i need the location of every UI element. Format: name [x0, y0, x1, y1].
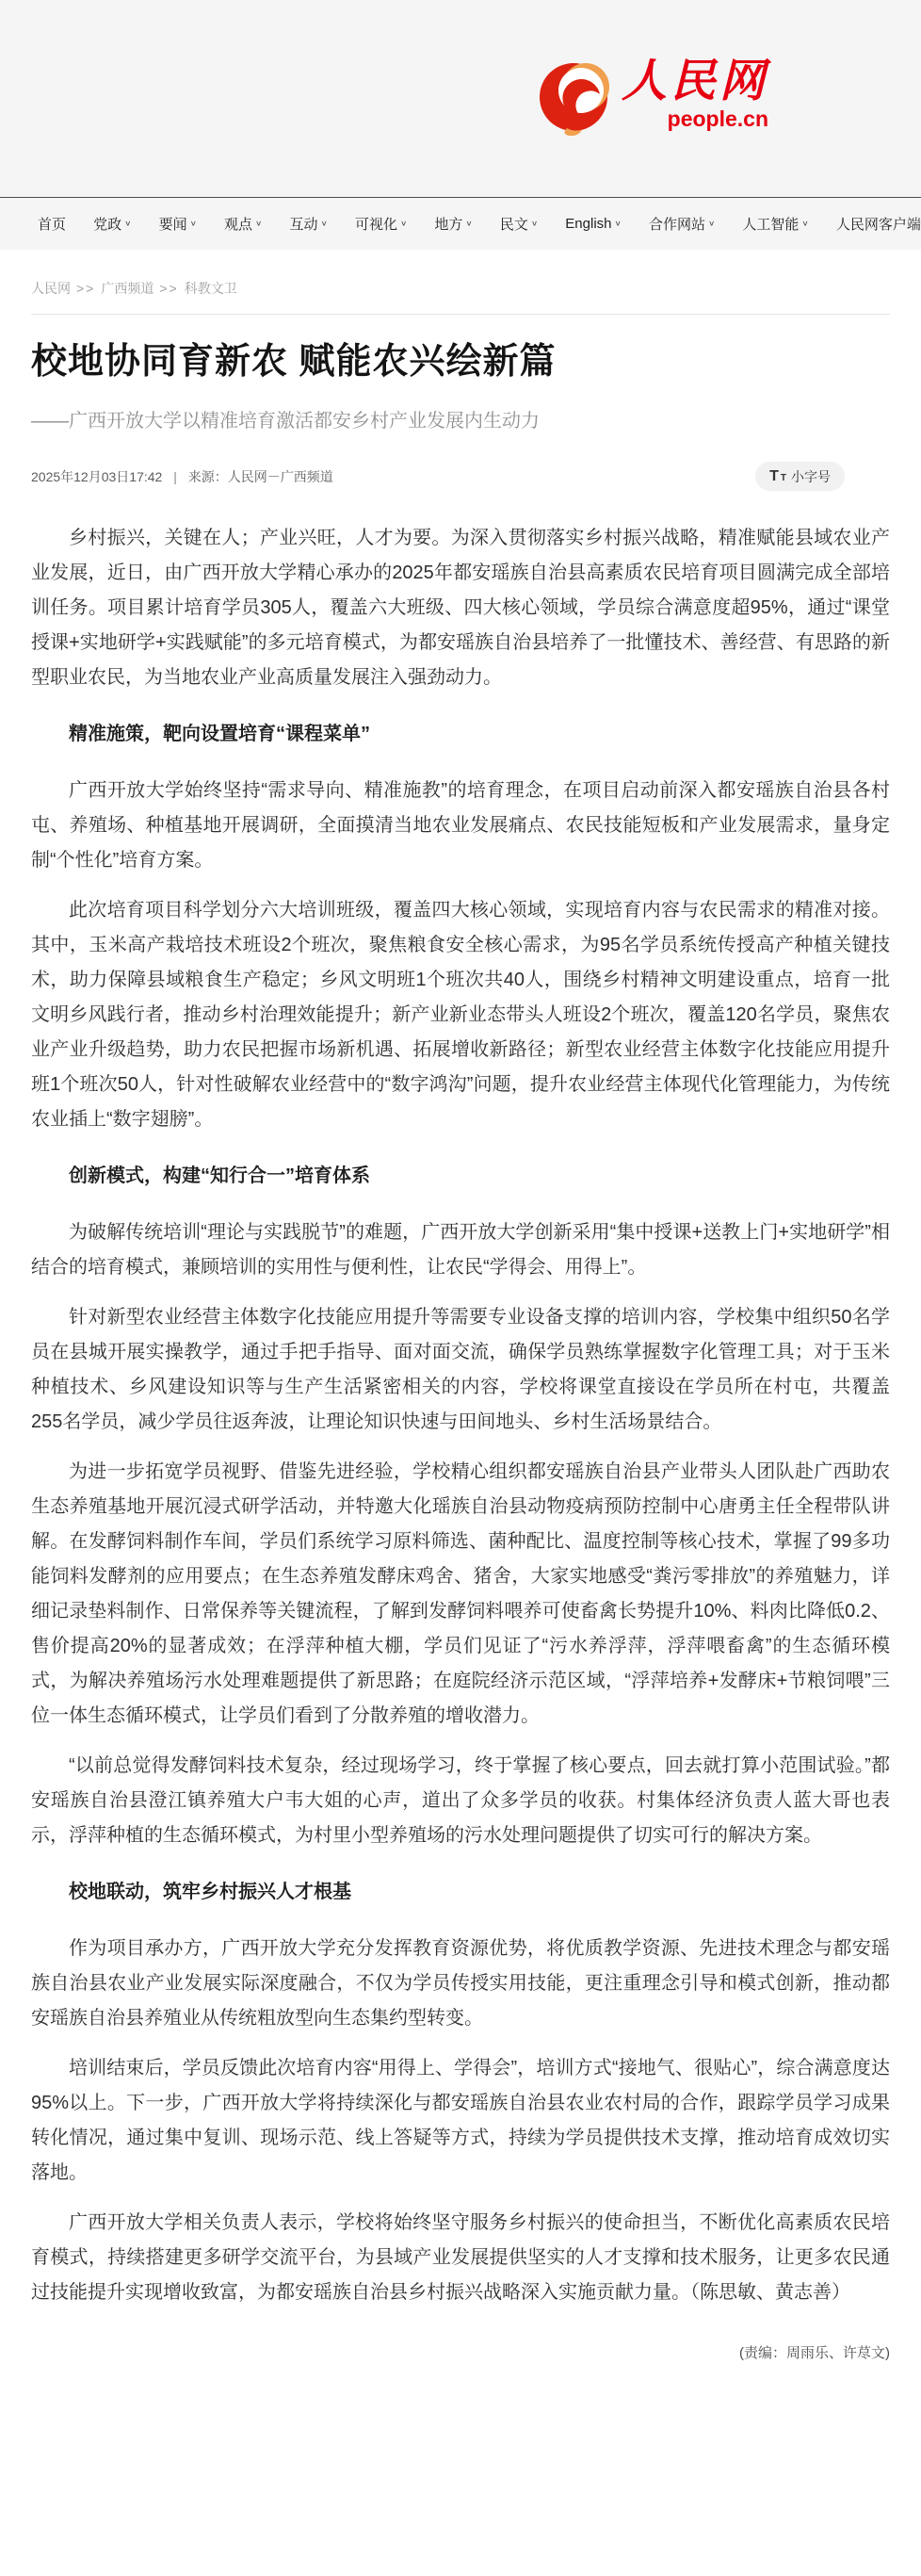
article-paragraph: “以前总觉得发酵饲料技术复杂，经过现场学习，终于掌握了核心要点，回去就打算小范围试验。”都安瑶族自治县澄江镇养殖大户韦大姐的心声，道出了众多学员的收获。村集体经济负责人蓝大哥也表示，浮萍种植的生态循环模式，为村里小型养殖场的污水处理问题提供了切实可行的解决方案。 — [31, 1755, 890, 1846]
article-paragraph: 乡村振兴，关键在人；产业兴旺，人才为要。为深入贯彻落实乡村振兴战略，精准赋能县域农业产业发展，近日，由广西开放大学精心承办的2025年都安瑶族自治县高素质农民培育项目圆满完成全部培训任务。项目累计培育学员305人，覆盖六大班级、四大核心领域，学员综合满意度超95%，通过“课堂授课+实地研学+实践赋能”的多元培育模式，为都安瑶族自治县培养了一批懂技术、善经营、有思路的新型职业农民，为当地农业产业高质量发展注入强劲动力。 — [31, 528, 890, 688]
article-paragraph: 此次培育项目科学划分六大培训班级，覆盖四大核心领域，实现培育内容与农民需求的精准对接。其中，玉米高产栽培技术班设2个班次，聚焦粮食安全核心需求，为95名学员系统传授高产种植关键技术，助力保障县域粮食生产稳定；乡风文明班1个班次共40人，围绕乡村精神文明建设重点，培育一批文明乡风践行者，推动乡村治理效能提升；新产业新业态带头人班设2个班次，覆盖120名学员，聚焦农业产业升级趋势，助力农民把握市场新机遇、拓展增收新路径；新型农业经营主体数字化技能应用提升班1个班次50人，针对性破解农业经营中的“数字鸿沟”问题，提升农业经营主体现代化管理能力，为传统农业插上“数字翅膀”。 — [31, 900, 890, 1130]
breadcrumb — [31, 279, 890, 298]
breadcrumb-current: 科教文卫 — [184, 281, 237, 296]
article-paragraph: 为破解传统培训“理论与实践脱节”的难题，广西开放大学创新采用“集中授课+送教上门+实地研学”相结合的培育模式，兼顾培训的实用性与便利性，让农民“学得会、用得上”。 — [31, 1222, 890, 1278]
article-paragraph: 培训结束后，学员反馈此次培育内容“用得上、学得会”，培训方式“接地气、很贴心”，综合满意度达95%以上。下一步，广西开放大学将持续深化与都安瑶族自治县农业农村局的合作，跟踪学员学习成果转化情况，通过集中复训、现场示范、线上答疑等方式，持续为学员提供技术支撑，推动培育成效切实落地。 — [31, 2058, 890, 2183]
chevron-down-icon: ∨ — [124, 220, 132, 228]
nav-item-label: 地方 — [434, 217, 463, 233]
nav-item-label: 人工智能 — [742, 217, 800, 233]
nav-item-difang[interactable] — [434, 214, 472, 234]
chevron-down-icon: ∨ — [189, 220, 197, 228]
article-subtitle: ——广西开放大学以精准培育激活都安乡村产业发展内生动力 — [31, 411, 540, 432]
nav-item-home[interactable] — [38, 214, 66, 234]
source-link[interactable]: 人民网－广西频道 — [227, 468, 333, 484]
logo-text — [622, 59, 768, 131]
editors-note: (责编：周雨乐、许荩文) — [739, 2345, 890, 2361]
font-size-label: 小字号 — [791, 468, 831, 484]
breadcrumb-separator: >> — [76, 281, 96, 296]
logo-cn-text: 人民网 — [622, 57, 769, 106]
site-header — [0, 0, 921, 250]
chevron-down-icon: ∨ — [530, 220, 539, 228]
meta-separator: | — [173, 468, 177, 484]
nav-item-label: 要闻 — [158, 217, 187, 233]
article-paragraph: 广西开放大学相关负责人表示，学校将始终坚守服务乡村振兴的使命担当，不断优化高素质农民培育模式，持续搭建更多研学交流平台，为县域产业发展提供坚实的人才支撑和技术服务，让更多农民通过技能提升实现增收致富，为都安瑶族自治县乡村振兴战略深入实施贡献力量。（陈思敏、黄志善） — [31, 2212, 890, 2303]
nav-item-label: 观点 — [224, 217, 253, 233]
chevron-down-icon: ∨ — [399, 220, 408, 228]
chevron-down-icon: ∨ — [614, 220, 622, 228]
article-paragraph: 针对新型农业经营主体数字化技能应用提升等需要专业设备支撑的培训内容，学校集中组织50名学员在县城开展实操教学，通过手把手指导、面对面交流，确保学员熟练掌握数字化管理工具；对于玉米种植技术、乡风建设知识等与生产生活紧密相关的内容，学校将课堂直接设在学员所在村屯，共覆盖255名学员，减少学员往返奔波，让理论知识快速与田间地头、乡村生活场景结合。 — [31, 1307, 890, 1432]
nav-item-label: 互动 — [289, 217, 318, 233]
logo-en-text: people.cn — [667, 106, 769, 131]
nav-item-english[interactable] — [565, 216, 622, 232]
nav-item-label: 首页 — [38, 217, 67, 233]
chevron-down-icon: ∨ — [255, 220, 263, 228]
breadcrumb-link-home[interactable]: 人民网 — [31, 281, 71, 296]
nav-item-rengong-zhineng[interactable] — [742, 214, 808, 234]
nav-item-keshihua[interactable] — [355, 214, 407, 234]
people-cn-logo-icon — [539, 55, 612, 136]
section-heading: 校地联动，筑牢乡村振兴人才根基 — [69, 1882, 351, 1902]
article-paragraph: 作为项目承办方，广西开放大学充分发挥教育资源优势，将优质教学资源、先进技术理念与都安瑶族自治县农业产业发展实际深度融合，不仅为学员传授实用技能，更注重理念引导和模式创新，推动都安瑶族自治县养殖业从传统粗放型向生态集约型转变。 — [31, 1938, 890, 2029]
nav-item-label: 可视化 — [354, 217, 397, 233]
nav-item-label: 人民网客户端 — [835, 217, 921, 233]
nav-item-hezuo-wangzhan[interactable] — [649, 214, 715, 234]
article-meta-left — [31, 467, 333, 486]
main-nav — [0, 197, 921, 250]
breadcrumb-divider — [31, 314, 890, 315]
chevron-down-icon: ∨ — [801, 220, 809, 228]
nav-item-hudong[interactable] — [289, 214, 327, 234]
breadcrumb-link-guangxi-channel[interactable]: 广西频道 — [101, 281, 154, 296]
nav-item-guandian[interactable] — [224, 214, 262, 234]
chevron-down-icon: ∨ — [707, 220, 716, 228]
nav-item-dangzheng[interactable] — [93, 214, 131, 234]
font-size-icon-small: T — [780, 472, 786, 483]
font-size-button[interactable] — [755, 462, 845, 491]
people-cn-logo[interactable] — [539, 55, 768, 136]
article-paragraph: 为进一步拓宽学员视野、借鉴先进经验，学校精心组织都安瑶族自治县产业带头人团队赴广西助农生态养殖基地开展沉浸式研学活动，并特邀大化瑶族自治县动物疫病预防控制中心唐勇主任全程带队讲解。在发酵饲料制作车间，学员们系统学习原料筛选、菌种配比、温度控制等核心技术，掌握了99多功能饲料发酵剂的应用要点；在生态养殖发酵床鸡舍、猪舍，大家实地感受“粪污零排放”的养殖魅力，详细记录垫料制作、日常保养等关键流程，了解到发酵饲料喂养可使畜禽长势提升10%、料肉比降低0.2、售价提高20%的显著成效；在浮萍种植大棚，学员们见证了“污水养浮萍，浮萍喂畜禽”的生态循环模式，为解决养殖场污水处理难题提供了新思路；在庭院经济示范区域，“浮萍培养+发酵床+节粮饲喂”三位一体生态循环模式，让学员们看到了分散养殖的增收潜力。 — [31, 1461, 890, 1726]
nav-item-label: English — [565, 216, 612, 232]
source-label: 来源： — [187, 468, 228, 484]
chevron-down-icon: ∨ — [320, 220, 328, 228]
article-meta — [31, 462, 890, 491]
nav-item-label: 党政 — [93, 217, 122, 233]
nav-item-label: 民文 — [499, 217, 528, 233]
nav-item-label: 合作网站 — [648, 217, 705, 233]
chevron-down-icon: ∨ — [465, 220, 473, 228]
publish-date: 2025年12月03日17:42 — [31, 468, 163, 484]
article-body — [31, 521, 890, 2310]
article-paragraph: 广西开放大学始终坚持“需求导向、精准施教”的培育理念，在项目启动前深入都安瑶族自治县各村屯、养殖场、种植基地开展调研，全面摸清当地农业发展痛点、农民技能短板和产业发展需求，量身定制“个性化”培育方案。 — [31, 780, 890, 871]
article-page — [0, 279, 921, 2362]
nav-item-kehuduan[interactable] — [836, 214, 921, 234]
font-size-icon: T — [769, 467, 779, 484]
article-title: 校地协同育新农 赋能农兴绘新篇 — [31, 342, 557, 382]
section-heading: 创新模式，构建“知行合一”培育体系 — [69, 1166, 370, 1186]
nav-item-yaowen[interactable] — [159, 214, 197, 234]
section-heading: 精准施策，靶向设置培育“课程菜单” — [69, 724, 370, 744]
breadcrumb-separator: >> — [159, 281, 179, 296]
nav-item-minwen[interactable] — [500, 214, 538, 234]
